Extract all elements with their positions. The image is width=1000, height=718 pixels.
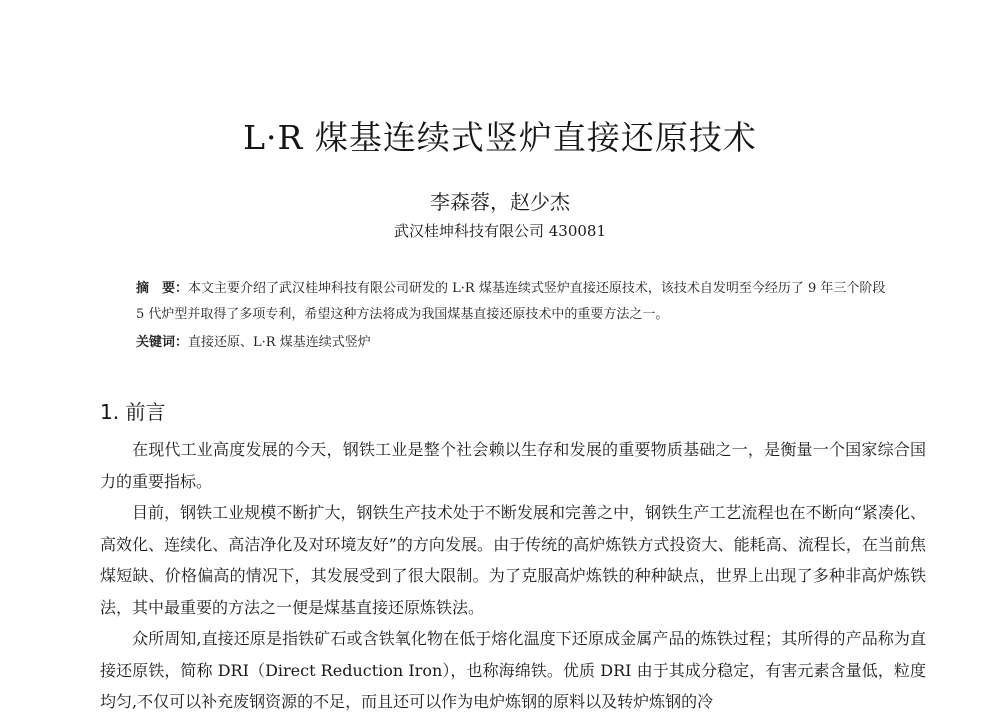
body-paragraph: 在现代工业高度发展的今天，钢铁工业是整个社会赖以生存和发展的重要物质基础之一，是衡量一个国家综合国力的重要指标。: [100, 440, 926, 491]
keywords-label: 关键词：: [136, 335, 189, 350]
abstract-block: [136, 276, 896, 328]
body-paragraph: 目前，钢铁工业规模不断扩大，钢铁生产技术处于不断发展和完善之中，钢铁生产工艺流程也在不断向“紧凑化、高效化、连续化、高洁净化及对环境友好”的方向发展。由于传统的高炉炼铁方式投资大、能耗高、流程长，在当前焦煤短缺、价格偏高的情况下，其发展受到了很大限制。为了克服高炉炼铁的种种缺点，世界上出现了多种非高炉炼铁法，其中最重要的方法之一便是煤基直接还原炼铁法。: [100, 503, 926, 617]
keywords-block: [136, 330, 371, 356]
abstract-label: 摘 要：: [136, 281, 189, 296]
paper-affiliation: 武汉桂坤科技有限公司 430081: [393, 222, 607, 240]
body-paragraph: 众所周知,直接还原是指铁矿石或含铁氧化物在低于熔化温度下还原成金属产品的炼铁过程；其所得的产品称为直接还原铁，简称 DRI（Direct Reduction Iron），也称海绵铁。优质 DRI 由于其成分稳定，有害元素含量低，粒度均匀,不仅可以补充废钢资源的不足，而且还可以作为电炉炼钢的原料以及转炉炼钢的冷: [100, 629, 926, 711]
paper-title: L·R 煤基连续式竖炉直接还原技术: [243, 118, 757, 157]
keywords-text: 直接还原、L·R 煤基连续式竖炉: [188, 335, 371, 350]
section-heading: 1. 前言: [100, 400, 166, 424]
section-body: [100, 434, 926, 718]
paper-authors: 李森蓉，赵少杰: [430, 190, 570, 214]
abstract-text: 本文主要介绍了武汉桂坤科技有限公司研发的 L·R 煤基连续式竖炉直接还原技术，该技术自发明至今经历了 9 年三个阶段 5 代炉型并取得了多项专利，希望这种方法将成为我国煤基直接还原技术中的重要方法之一。: [136, 281, 886, 322]
